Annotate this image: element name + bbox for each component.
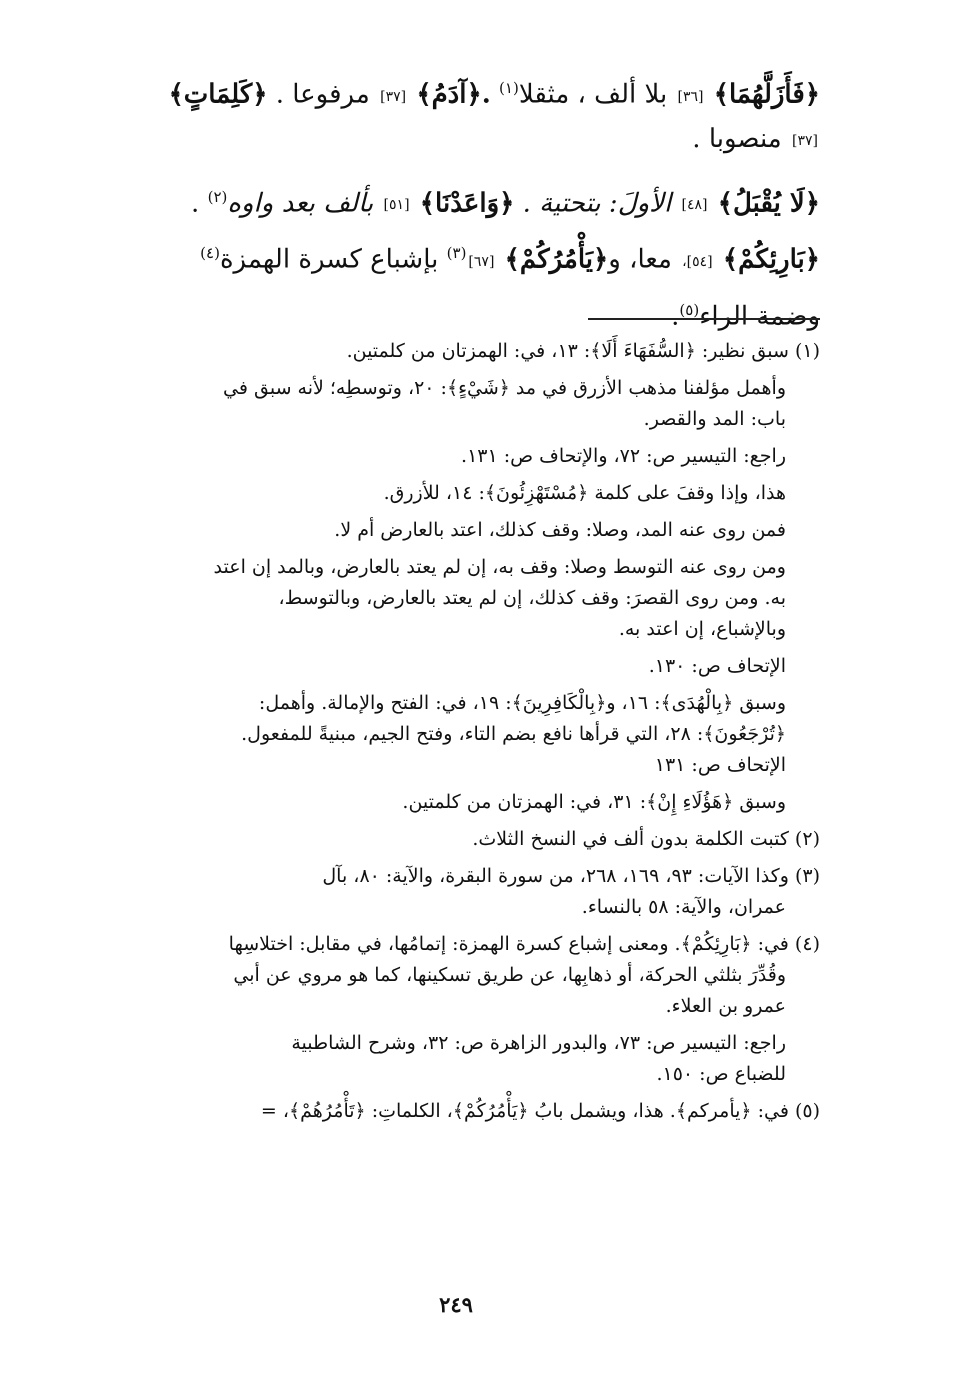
page-body	[92, 0, 820, 1386]
quran-word: ﴿فَأَزَلَّهُمَا﴾	[713, 79, 820, 110]
footnote-line: الإتحاف ص: ١٣١	[654, 754, 786, 776]
main-text-span: .	[191, 188, 200, 219]
main-line-4	[92, 229, 820, 286]
main-text-span: بألف بعد واوه	[227, 188, 374, 219]
footnote-line: وسبق ﴿هَؤُلَاءِ إِنْ﴾: ٣١، في: الهمزتان من كلمتين.	[402, 791, 786, 813]
main-text-span: معا، و	[608, 244, 672, 275]
footnote-line: وقُدِّرَ بثلثي الحركة، أو ذهابِها، عن طريق تسكينها، كما هو مروي عن أبي	[233, 964, 786, 986]
footnote-line: للضباع ص: ١٥٠.	[656, 1063, 786, 1085]
footnote-line: (١) سبق نظير: ﴿السُّفَهَاءَ أَلَا﴾: ١٣، في: الهمزتان من كلمتين.	[346, 340, 820, 362]
main-text-span: منصوبا .	[692, 123, 782, 154]
verse-number: [٦٧]	[468, 253, 495, 270]
footnote-line: هذا، وإذا وقفَ على كلمة ﴿مُسْتَهْزِئُونَ﴾: ١٤، للأزرق.	[383, 482, 786, 504]
main-text-span: مرفوعا .	[275, 79, 370, 110]
main-text-span: الأولَ: بتحتية .	[522, 188, 672, 219]
main-text-span: وضمة الراء	[699, 301, 820, 332]
footnote-ref: (٢)	[207, 187, 228, 206]
main-line-3	[92, 173, 820, 230]
footnote-separator	[588, 318, 820, 320]
footnote-line: وأهمل مؤلفنا مذهب الأزرق في مد ﴿شَيْءٍ﴾: ٢٠، وتوسطِه؛ لأنه سبق في	[223, 377, 786, 399]
footnote-line: راجع: التيسير ص: ٧٣، والبدور الزاهرة ص: ٣٢، وشرح الشاطبية	[291, 1032, 786, 1054]
verse-number: [٤٨]	[681, 197, 708, 214]
footnote-ref: (٤)	[200, 244, 220, 263]
footnote-line: ومن روى عنه التوسط وصلا: وقف به، إن لم يعتد بالعارض، وبالمد إن اعتد	[213, 556, 786, 578]
footnote-ref: (٥)	[679, 300, 700, 319]
footnote-line: باب: المد والقصر.	[643, 408, 786, 430]
footnote-line: فمن روى عنه المد، وصلا: وقف كذلك، اعتد بالعارض أم لا.	[334, 519, 786, 541]
quran-word: .﴿آدَمُ﴾	[416, 79, 491, 110]
footnote-line: الإتحاف ص: ١٣٠.	[648, 655, 786, 677]
footnote-line: عمران، والآية: ٥٨ بالنساء.	[581, 896, 786, 918]
quran-word: ﴿بَارِئِكُمْ﴾	[722, 244, 820, 275]
quran-word: ﴿وَاعَدْنَا﴾	[419, 188, 515, 219]
footnote-line: (٤) في: ﴿بَارِئِكُمْ﴾. ومعنى إشباع كسرة الهمزة: إتمامُها، في مقابل: اختلاسِها	[228, 933, 820, 955]
main-text-span: بلا ألف ، مثقلا	[518, 79, 668, 110]
verse-number: [٣٧]	[792, 132, 818, 149]
footnote-line: عمرو بن العلاء.	[665, 995, 786, 1017]
footnote-line: (٢) كتبت الكلمة بدون ألف في النسخ الثلاث.	[472, 828, 820, 850]
verse-number: [٥٤]،	[682, 253, 713, 270]
footnote-line: وبالإشباع، إن اعتد به.	[618, 618, 786, 640]
footnote-line: راجع: التيسير ص: ٧٢، والإتحاف ص: ١٣١.	[461, 445, 786, 467]
footnote-ref: (١)	[499, 79, 519, 97]
main-text-span: بإشباع كسرة الهمزة	[219, 244, 439, 275]
main-line-1	[92, 64, 820, 121]
footnote-line: (٥) في: ﴿يأمركم﴾. هذا، ويشمل بابُ ﴿يَأْمُرُكُمْ﴾، الكلماتِ: ﴿تَأْمُرُهُمْ﴾، =	[260, 1100, 820, 1122]
quran-word: ﴿لَا يُقْبَلُ﴾	[717, 188, 820, 219]
verse-number: [٣٦]	[677, 88, 704, 105]
footnote-line: (٣) وكذا الآيات: ٩٣، ١٦٩، ٢٦٨، من سورة البقرة، والآية: ٨٠، بآل	[322, 865, 820, 887]
footnote-line: ﴿تُرْجَعُونَ﴾: ٢٨، التي قرأها نافع بضم التاء، وفتح الجيم، مبنيةً للمفعول.	[241, 723, 786, 745]
main-text-span: .	[671, 301, 680, 332]
main-line-2	[92, 121, 820, 159]
main-text	[92, 64, 820, 341]
verse-number: [٣٧]	[380, 88, 407, 105]
main-line-5	[92, 286, 820, 341]
footnote-ref: (٣)	[446, 244, 467, 263]
footnotes	[92, 336, 820, 1127]
footnote-line: وسبق ﴿بِالْهُدَى﴾: ١٦، و﴿بِالْكَافِرِينَ﴾: ١٩، في: الفتح والإمالة. وأهمل:	[258, 692, 786, 714]
page-number: ٢٤٩	[439, 1292, 473, 1317]
quran-word: ﴿كَلِمَاتٍ﴾	[168, 79, 268, 110]
footnote-line: به. ومن روى القصرَ: وقف كذلك، إن لم يعتد بالعارض، وبالتوسط،	[278, 587, 786, 609]
quran-word: ﴿يَأْمُرُكُمْ﴾	[504, 244, 609, 275]
verse-number: [٥١]	[383, 197, 410, 214]
